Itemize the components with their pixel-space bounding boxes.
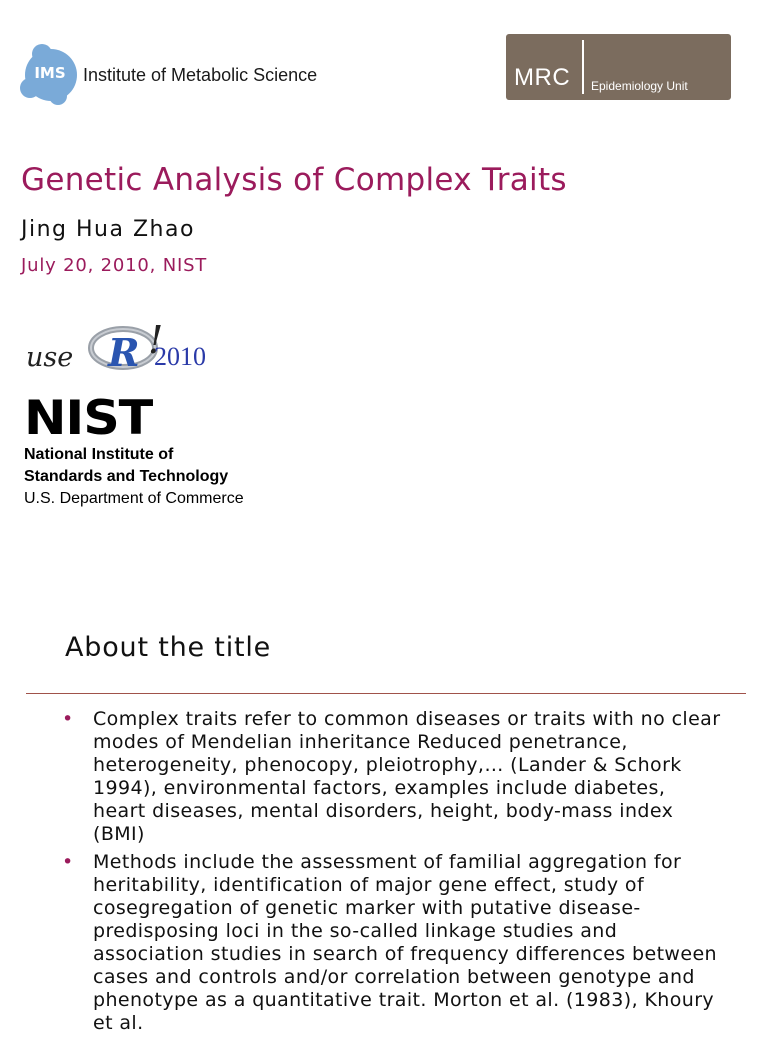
bullet-dot-icon: • [62,708,74,730]
bullet-text: Methods include the assessment of familial aggregation for heritability, identification of major gene effect, study of cosegregation of genetic marker with putative disease-predisposing loci in the so-called linkage studies and association studies in search of frequency differences between cases and controls and/or correlation between genotype and phenotype as a quantitative trait. Morton et al. (1983), Khoury et al. [93,851,717,1034]
mrc-unit-name: Epidemiology Unit [591,79,688,93]
bullet-dot-icon: • [62,851,74,873]
section-divider [26,693,746,694]
bullet-item [62,708,722,846]
ims-logo [20,44,360,106]
ims-logo-text: IMS [34,64,66,82]
nist-name-line1: National Institute of [24,446,174,463]
nist-department: U.S. Department of Commerce [24,490,244,507]
nist-name-line2: Standards and Technology [24,468,229,485]
mrc-logo-text: MRC [514,64,571,91]
user-logo-year: 2010 [154,342,206,371]
author-name: Jing Hua Zhao [21,217,195,242]
date-venue: July 20, 2010, NIST [21,255,208,276]
nist-logo [24,391,284,512]
nist-wordmark: NIST [24,391,153,446]
user-logo-exclamation: ! [148,318,164,362]
section-heading: About the title [65,632,272,663]
user-2010-logo [24,318,224,380]
bullet-text: Complex traits refer to common diseases or traits with no clear modes of Mendelian inheritance Reduced penetrance, heterogeneity, phenocopy, pleiotrophy,… (Lander & Schork 1994), environmental factors, examples include diabetes, heart diseases, mental disorders, height, body-mass index (BMI) [93,708,721,845]
r-letter: R [108,330,140,375]
mrc-logo [506,34,731,100]
mrc-divider-bar [582,40,584,94]
bullet-list [62,708,722,1040]
bullet-item [62,851,722,1035]
ims-institute-name: Institute of Metabolic Science [83,65,318,85]
presentation-title: Genetic Analysis of Complex Traits [21,162,567,198]
user-logo-prefix: use [26,342,74,373]
